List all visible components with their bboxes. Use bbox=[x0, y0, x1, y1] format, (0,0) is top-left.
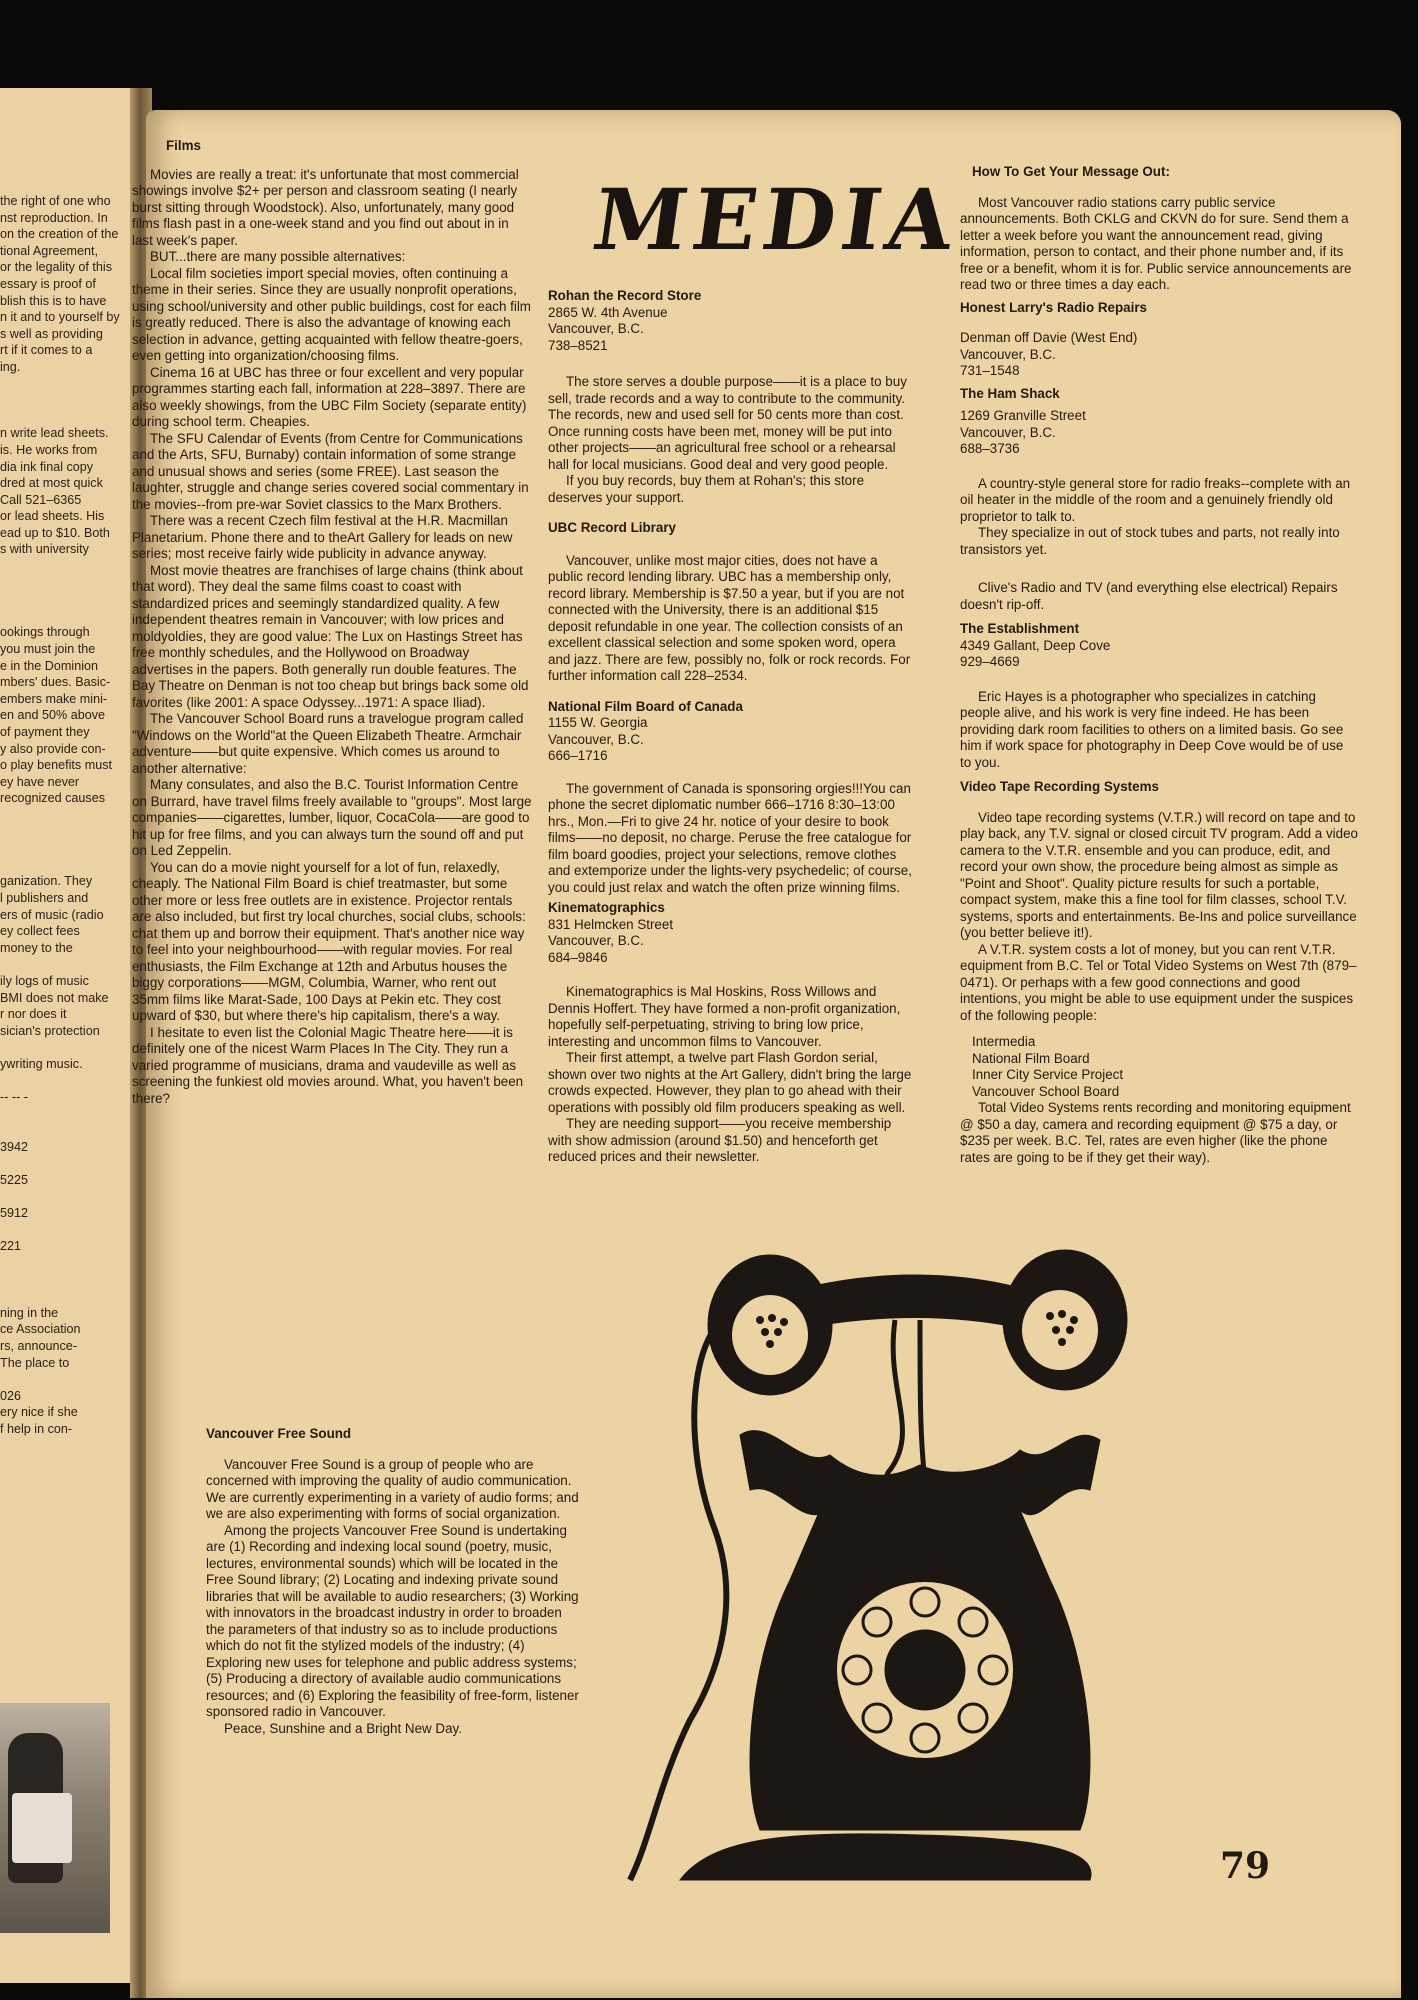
films-body bbox=[132, 167, 532, 1108]
free-sound-paragraph: Vancouver Free Sound is a group of people who are concerned with improving the quality of audio communication. We are currently experimenting in a variety of audio forms; and we are also experimenting with forms of social organization. bbox=[206, 1456, 579, 1521]
page-title: MEDIA bbox=[587, 170, 966, 269]
films-paragraph: Movies are really a treat: it's unfortunate that most commercial showings involve $2+ per person and classroom seating (I nearly burst sitting through Woodstock). Also, unfortunately, many good films flash past in a one-week stand and you find out about in in last week's paper. bbox=[132, 166, 519, 248]
address-line: Vancouver, B.C. bbox=[960, 424, 1056, 440]
address-line: Denman off Davie (West End) bbox=[960, 330, 1138, 345]
page-number: 79 bbox=[1220, 1845, 1271, 1887]
establishment-address bbox=[960, 638, 1358, 671]
honest-larry-address bbox=[960, 330, 1358, 380]
rohan-heading: Rohan the Record Store bbox=[548, 288, 702, 303]
address-line: 738–8521 bbox=[548, 337, 608, 353]
films-paragraph: You can do a movie night yourself for a lot of fun, relaxedly, cheaply. The National Film Board is chief treatmaster, but some other more or less free outlets are in existence. Projector rentals are also included, but first try local churches, social clubs, schools: chat them up and borrow their equipment. That's another nice way to feel into your neighbourhood——with regular movies. For real enthusiasts, the Film Exchange at 12th and Arbutus houses the biggy corporations——MGM, Columbia, Warner, who rent out 35mm films like Marat-Sade, 100 Days at Pekin etc. They cost upward of $30, but where there's hip capitalism, there's a way. bbox=[132, 859, 526, 1023]
ham-shack-heading: The Ham Shack bbox=[960, 385, 1060, 401]
address-line: Vancouver, B.C. bbox=[548, 933, 644, 948]
honest-larry-heading: Honest Larry's Radio Repairs bbox=[960, 299, 1147, 315]
rohan-paragraph: The store serves a double purpose——it is a place to buy sell, trade records and a way to contribute to the community. The records, new and used sell for 50 cents more than cost. Once running costs have been met, money will be put into other projects——an agricultural free school or a rehearsal hall for local musicians. Good deal and very good people. bbox=[548, 374, 907, 472]
previous-page-text: the right of one who nst reproduction. In on the creation of the tional Agreement, or the legality of this essary is proof of blish this is to have n it and to yourself by s well as providing rt if it comes to a ing. n write lead sheets. is. He works from dia ink final copy dred at most quick Call 521–6365 or lead sheets. His ead up to $10. Both s with university ookings through you must join the e in the Dominion mbers' dues. Basic- embers make mini- en and 50% above of payment they y also provide con- o play benefits must ey have never recognized causes ganization. They l publishers and ers of music (radio ey collect fees money to the ily logs of music BMI does not make r nor does it sician's protection ywriting music. -- -- - 3942 5225 5912 221 ning in the ce Association rs, announce- The place to 026 ery nice if she f help in con- bbox=[0, 194, 120, 1436]
vtr-closing: Total Video Systems rents recording and monitoring equipment @ $50 a day, camera and recording equipment @ $75 a day, or $235 per week. B.C. Tel, rates are even higher (like the phone rates are going to be if they get their way). bbox=[960, 1100, 1351, 1165]
address-line: 688–3736 bbox=[960, 441, 1020, 456]
films-column bbox=[132, 138, 532, 1107]
previous-page-fragment bbox=[0, 88, 142, 1983]
kinematographics-heading: Kinematographics bbox=[548, 900, 665, 915]
films-paragraph: Many consulates, and also the B.C. Tourist Information Centre on Burrard, have travel films freely available to "groups". Most large companies——cigarettes, lumber, liquor, CocaCola——are good to hit up for free films, and you can always turn the sound off and put on Led Zeppelin. bbox=[132, 777, 532, 858]
address-line: Vancouver, B.C. bbox=[960, 346, 1056, 362]
ham-shack-address bbox=[960, 408, 1358, 458]
films-paragraph: BUT...there are many possible alternatives: bbox=[150, 249, 406, 264]
kinematographics-paragraph: They are needing support——you receive membership with show admission (around $1.50) and henceforth get reduced prices and their newsletter. bbox=[548, 1116, 892, 1164]
ham-shack-paragraph: They specialize in out of stock tubes and parts, not really into transistors yet. bbox=[960, 525, 1340, 557]
clives-paragraph: Clive's Radio and TV (and everything else electrical) Repairs doesn't rip-off. bbox=[960, 580, 1338, 612]
rohan-address bbox=[548, 305, 916, 355]
nfb-heading: National Film Board of Canada bbox=[548, 698, 743, 714]
address-line: 929–4669 bbox=[960, 654, 1020, 669]
free-sound-section bbox=[206, 1426, 582, 1737]
films-paragraph: Most movie theatres are franchises of large chains (think about that word). They deal the same films coast to coast with standardized prices and seemingly standardized quality. A few independent theatres remain in Vancouver; with low prices and moldyoldies, they are good value: The Lux on Hastings Street has free monthly schedules, and the Hollywood on Broadway advertises in the papers. Both generally run double features. The Bay Theatre on Denman is not too cheap but brings back some old favorites (like 2001: A space Odyssey...1971: A space Iliad). bbox=[132, 562, 529, 710]
list-item: Vancouver School Board bbox=[972, 1083, 1120, 1099]
kinematographics-paragraph: Kinematographics is Mal Hoskins, Ross Willows and Dennis Hoffert. They have formed a non-profit organization, hopefully self-perpetuating, striving to bring low price, interesting and uncommon films to Vancouver. bbox=[548, 984, 901, 1049]
kinematographics-paragraph: Their first attempt, a twelve part Flash Gordon serial, shown over two nights at the Art Gallery, didn't bring the large crowds expected. However, they plan to go ahead with their operations with possibly old film producers speaking as well. bbox=[548, 1050, 912, 1115]
address-line: Vancouver, B.C. bbox=[548, 731, 644, 747]
nfb-address bbox=[548, 715, 916, 765]
address-line: Vancouver, B.C. bbox=[548, 321, 644, 336]
films-paragraph: Local film societies import special movies, often continuing a theme in their series. Since they are usually nonprofit operations, using school/university and other public buildings, cost for each film is greatly reduced. There is also the advantage of knowing each selection in advance, getting acquainted with fellow theatre-goers, even getting into organization/choosing films. bbox=[132, 265, 531, 363]
films-paragraph: The SFU Calendar of Events (from Centre for Communications and the Arts, SFU, Burnaby) contain information of some strange and unusual shows and series (some FREE). Last season the laughter, struggle and change series covered social commentary in the movies--from pre-war Soviet classics to the Marx Brothers. bbox=[132, 430, 529, 512]
kinematographics-address bbox=[548, 917, 916, 967]
message-heading: How To Get Your Message Out: bbox=[972, 164, 1170, 179]
films-heading: Films bbox=[166, 138, 201, 153]
vtr-paragraph: A V.T.R. system costs a lot of money, but you can rent V.T.R. equipment from B.C. Tel or Total Video Systems on West 7th (879–0471). Or perhaps with a few good connections and good intentions, you might be able to use equipment under the suspices of the following people: bbox=[960, 941, 1357, 1023]
address-line: 1269 Granville Street bbox=[960, 408, 1086, 423]
list-item: Intermedia bbox=[972, 1034, 1036, 1049]
vtr-paragraph: Video tape recording systems (V.T.R.) will record on tape and to play back, any T.V. signal or closed circuit TV program. Add a video camera to the V.T.R. ensemble and you can produce, edit, and record your own show, the procedure being almost as simple as "Point and Shoot". Quality picture results for such a portable, compact system, make this a fine tool for film classes, school T.V. systems, sports and entertainments. Be-Ins and police surveillance (you better believe it!). bbox=[960, 809, 1358, 940]
ubc-library-heading: UBC Record Library bbox=[548, 520, 676, 535]
vtr-list bbox=[972, 1034, 1358, 1100]
films-paragraph: I hesitate to even list the Colonial Magic Theatre here——it is definitely one of the nicest Warm Places In The City. They run a varied programme of musicians, drama and vaudeville as well as screening the funkiest old movies around. What, you haven't been there? bbox=[132, 1024, 524, 1106]
address-line: 666–1716 bbox=[548, 748, 608, 763]
address-line: 4349 Gallant, Deep Cove bbox=[960, 637, 1111, 653]
establishment-paragraph: Eric Hayes is a photographer who specializes in catching people alive, and his work is very fine indeed. He has been providing dark room facilities to others on a limited basis. Go see him if work space for photography in Deep Cove would be of use to you. bbox=[960, 688, 1344, 770]
films-paragraph: Cinema 16 at UBC has three or four excellent and very popular programmes starting each fall, information at 228–3897. There are also weekly showings, from the UBC Film Society (separate entity) during school term. Cheapies. bbox=[132, 364, 527, 429]
address-line: 684–9846 bbox=[548, 949, 608, 965]
address-line: 831 Helmcken Street bbox=[548, 916, 674, 932]
establishment-heading: The Establishment bbox=[960, 621, 1080, 636]
films-paragraph: The Vancouver School Board runs a travelogue program called "Windows on the World"at the Queen Elizabeth Theatre. Armchair adventure——but quite expensive. Which comes us around to another alternative: bbox=[132, 711, 524, 776]
radio-video-column bbox=[960, 164, 1358, 1166]
address-line: 2865 W. 4th Avenue bbox=[548, 304, 668, 320]
address-line: 1155 W. Georgia bbox=[548, 715, 648, 730]
list-item: Inner City Service Project bbox=[972, 1067, 1124, 1082]
ham-shack-paragraph: A country-style general store for radio freaks--complete with an oil heater in the middle of the room and a genuinely friendly old proprietor to talk to. bbox=[960, 475, 1351, 524]
free-sound-heading: Vancouver Free Sound bbox=[206, 1426, 352, 1441]
address-line: 731–1548 bbox=[960, 363, 1020, 378]
dancer-photo bbox=[0, 1703, 110, 1933]
rohan-paragraph: If you buy records, buy them at Rohan's; this store deserves your support. bbox=[548, 473, 865, 505]
nfb-paragraph: The government of Canada is sponsoring orgies!!!You can phone the secret diplomatic number 666–1716 8:30–13:00 hrs., Mon.—Fri to give 24 hr. notice of your desire to book films——no deposit, no charge. Peruse the free catalogue for film board goodies, project your selections, remove clothes and extemporize under the lights-very psychedelic; of course, you could just relax and watch the often prize winning films. bbox=[548, 780, 912, 895]
free-sound-paragraph: Among the projects Vancouver Free Sound is undertaking are (1) Recording and indexing local sound (poetry, music, lectures, environmental sounds) which will be located in the Free Sound library; (2) Locating and indexing private sound libraries that will be available to audio researchers; (3) Working with innovators in the broadcast industry in order to broaden the parameters of that industry so as to include productions which do not fit the stylized models of the industry; (4) Exploring new uses for telephone and public address systems; (5) Producing a directory of available audio communications resources; and (6) Exploring the feasibility of free-form, listener sponsored radio in Vancouver. bbox=[206, 1522, 579, 1719]
telephone-face-illustration bbox=[620, 1240, 1180, 1900]
free-sound-paragraph: Peace, Sunshine and a Bright New Day. bbox=[224, 1720, 462, 1736]
list-item: National Film Board bbox=[972, 1050, 1090, 1066]
ubc-library-paragraph: Vancouver, unlike most major cities, does not have a public record lending library. UBC has a membership only, record library. Membership is $7.50 a year, but if you are not connected with the University, there is an additional $15 deposit refundable in one year. The collection consists of an excellent classical selection and some spoken word, opera and jazz. There are few, possibly no, folk or rock records. For further information call 228–2534. bbox=[548, 552, 911, 683]
films-paragraph: There was a recent Czech film festival at the H.R. Macmillan Planetarium. Phone there and to theArt Gallery for leads on new series; most receive fairly wide publicity in advance anyway. bbox=[132, 513, 513, 561]
vtr-heading: Video Tape Recording Systems bbox=[960, 779, 1159, 794]
records-column bbox=[548, 288, 916, 1166]
message-paragraph: Most Vancouver radio stations carry public service announcements. Both CKLG and CKVN do for sure. Send them a letter a week before you want the announcement read, giving information, person to contact, and their phone number and, if its free or a benefit, whom it is for. Public service announcements are read two or three times a day each. bbox=[960, 194, 1352, 292]
